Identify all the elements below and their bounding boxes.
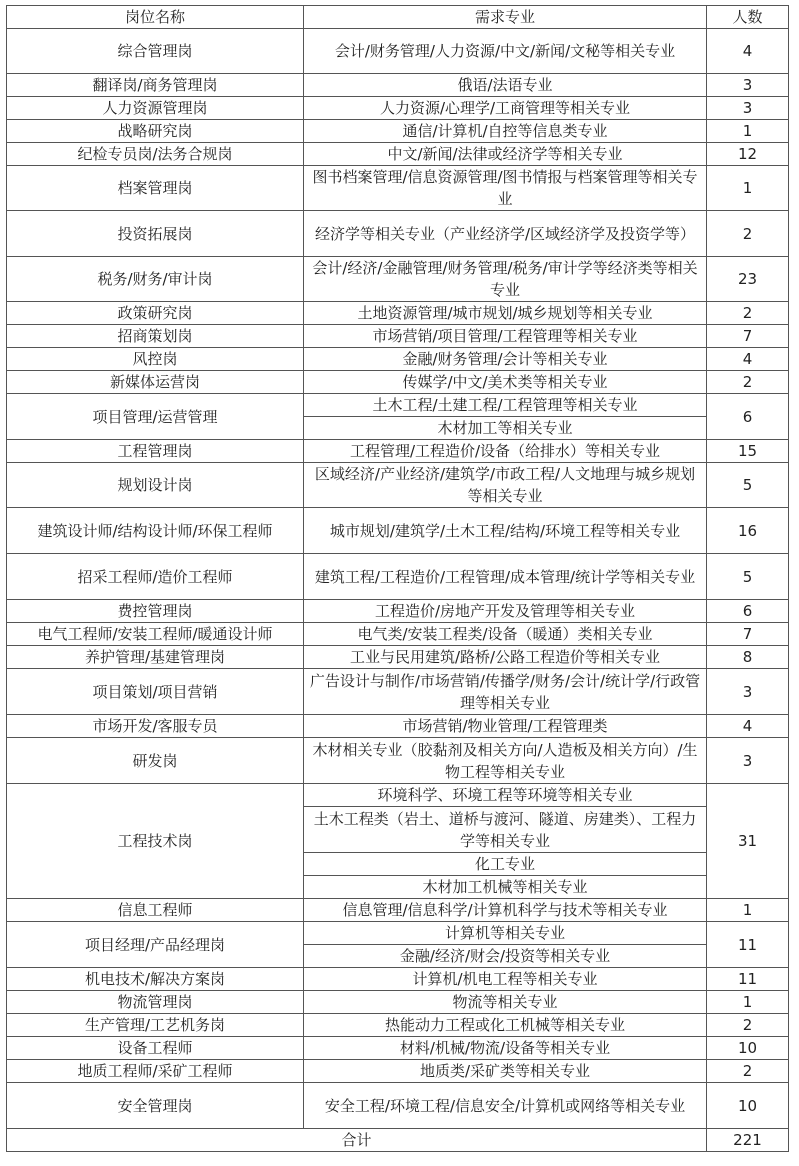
table-row	[7, 143, 789, 166]
count-cell: 1	[707, 991, 789, 1014]
table-row	[7, 669, 789, 715]
position-cell: 信息工程师	[7, 899, 304, 922]
position-cell: 项目经理/产品经理岗	[7, 922, 304, 968]
table-row	[7, 646, 789, 669]
position-cell: 招商策划岗	[7, 325, 304, 348]
table-row	[7, 600, 789, 623]
table-row	[7, 991, 789, 1014]
count-cell: 2	[707, 302, 789, 325]
major-cell: 物流等相关专业	[304, 991, 707, 1014]
position-cell: 市场开发/客服专员	[7, 715, 304, 738]
position-cell: 机电技术/解决方案岗	[7, 968, 304, 991]
major-cell: 工业与民用建筑/路桥/公路工程造价等相关专业	[304, 646, 707, 669]
position-cell: 招采工程师/造价工程师	[7, 554, 304, 600]
count-cell: 3	[707, 74, 789, 97]
major-cell: 城市规划/建筑学/土木工程/结构/环境工程等相关专业	[304, 508, 707, 554]
count-cell: 8	[707, 646, 789, 669]
count-cell: 12	[707, 143, 789, 166]
count-cell: 2	[707, 211, 789, 257]
position-cell: 生产管理/工艺机务岗	[7, 1014, 304, 1037]
position-cell: 税务/财务/审计岗	[7, 257, 304, 302]
position-cell: 设备工程师	[7, 1037, 304, 1060]
count-cell: 4	[707, 348, 789, 371]
count-cell: 4	[707, 715, 789, 738]
major-cell: 信息管理/信息科学/计算机科学与技术等相关专业	[304, 899, 707, 922]
table-row	[7, 899, 789, 922]
major-cell: 计算机等相关专业	[304, 922, 707, 945]
major-cell: 会计/财务管理/人力资源/中文/新闻/文秘等相关专业	[304, 29, 707, 74]
table-row	[7, 325, 789, 348]
total-count: 221	[707, 1129, 789, 1152]
table-row	[7, 508, 789, 554]
position-cell: 工程管理岗	[7, 440, 304, 463]
count-cell: 10	[707, 1037, 789, 1060]
major-cell: 俄语/法语专业	[304, 74, 707, 97]
table-row	[7, 623, 789, 646]
count-cell: 7	[707, 325, 789, 348]
major-cell: 金融/财务管理/会计等相关专业	[304, 348, 707, 371]
position-cell: 政策研究岗	[7, 302, 304, 325]
count-cell: 2	[707, 371, 789, 394]
major-cell: 材料/机械/物流/设备等相关专业	[304, 1037, 707, 1060]
table-row	[7, 738, 789, 784]
position-cell: 纪检专员岗/法务合规岗	[7, 143, 304, 166]
position-cell: 风控岗	[7, 348, 304, 371]
count-cell: 31	[707, 784, 789, 899]
table-row	[7, 463, 789, 508]
major-cell: 人力资源/心理学/工商管理等相关专业	[304, 97, 707, 120]
major-cell: 化工专业	[304, 853, 707, 876]
major-cell: 环境科学、环境工程等环境等相关专业	[304, 784, 707, 807]
major-cell: 会计/经济/金融管理/财务管理/税务/审计学等经济类等相关专业	[304, 257, 707, 302]
position-cell: 物流管理岗	[7, 991, 304, 1014]
count-cell: 3	[707, 669, 789, 715]
header-position: 岗位名称	[7, 6, 304, 29]
major-cell: 区域经济/产业经济/建筑学/市政工程/人文地理与城乡规划等相关专业	[304, 463, 707, 508]
major-cell: 土木工程类（岩土、道桥与渡河、隧道、房建类）、工程力学等相关专业	[304, 807, 707, 853]
count-cell: 1	[707, 899, 789, 922]
table-row	[7, 1037, 789, 1060]
position-cell: 建筑设计师/结构设计师/环保工程师	[7, 508, 304, 554]
header-major: 需求专业	[304, 6, 707, 29]
table-row	[7, 784, 789, 807]
table-row	[7, 166, 789, 211]
major-cell: 图书档案管理/信息资源管理/图书情报与档案管理等相关专业	[304, 166, 707, 211]
total-row	[7, 1129, 789, 1152]
header-row	[7, 6, 789, 29]
major-cell: 建筑工程/工程造价/工程管理/成本管理/统计学等相关专业	[304, 554, 707, 600]
major-cell: 木材相关专业（胶黏剂及相关方向/人造板及相关方向）/生物工程等相关专业	[304, 738, 707, 784]
table-row	[7, 968, 789, 991]
table-row	[7, 120, 789, 143]
position-cell: 项目管理/运营管理	[7, 394, 304, 440]
table-body	[7, 6, 789, 1152]
table-row	[7, 211, 789, 257]
recruitment-table	[6, 5, 789, 1152]
count-cell: 2	[707, 1060, 789, 1083]
major-cell: 木材加工机械等相关专业	[304, 876, 707, 899]
count-cell: 16	[707, 508, 789, 554]
major-cell: 中文/新闻/法律或经济学等相关专业	[304, 143, 707, 166]
count-cell: 10	[707, 1083, 789, 1129]
major-cell: 工程管理/工程造价/设备（给排水）等相关专业	[304, 440, 707, 463]
position-cell: 项目策划/项目营销	[7, 669, 304, 715]
major-cell: 广告设计与制作/市场营销/传播学/财务/会计/统计学/行政管理等相关专业	[304, 669, 707, 715]
position-cell: 规划设计岗	[7, 463, 304, 508]
major-cell: 计算机/机电工程等相关专业	[304, 968, 707, 991]
position-cell: 电气工程师/安装工程师/暖通设计师	[7, 623, 304, 646]
count-cell: 5	[707, 554, 789, 600]
count-cell: 1	[707, 166, 789, 211]
position-cell: 综合管理岗	[7, 29, 304, 74]
position-cell: 工程技术岗	[7, 784, 304, 899]
table-row	[7, 715, 789, 738]
count-cell: 1	[707, 120, 789, 143]
position-cell: 养护管理/基建管理岗	[7, 646, 304, 669]
major-cell: 经济学等相关专业（产业经济学/区域经济学及投资学等）	[304, 211, 707, 257]
count-cell: 6	[707, 600, 789, 623]
position-cell: 费控管理岗	[7, 600, 304, 623]
count-cell: 15	[707, 440, 789, 463]
major-cell: 地质类/采矿类等相关专业	[304, 1060, 707, 1083]
major-cell: 市场营销/项目管理/工程管理等相关专业	[304, 325, 707, 348]
table-row	[7, 922, 789, 945]
count-cell: 3	[707, 738, 789, 784]
table-row	[7, 554, 789, 600]
table-row	[7, 74, 789, 97]
major-cell: 热能动力工程或化工机械等相关专业	[304, 1014, 707, 1037]
count-cell: 11	[707, 968, 789, 991]
table-row	[7, 440, 789, 463]
position-cell: 战略研究岗	[7, 120, 304, 143]
position-cell: 翻译岗/商务管理岗	[7, 74, 304, 97]
position-cell: 投资拓展岗	[7, 211, 304, 257]
count-cell: 23	[707, 257, 789, 302]
major-cell: 市场营销/物业管理/工程管理类	[304, 715, 707, 738]
count-cell: 6	[707, 394, 789, 440]
major-cell: 通信/计算机/自控等信息类专业	[304, 120, 707, 143]
table-row	[7, 1060, 789, 1083]
major-cell: 电气类/安装工程类/设备（暖通）类相关专业	[304, 623, 707, 646]
position-cell: 人力资源管理岗	[7, 97, 304, 120]
major-cell: 传媒学/中文/美术类等相关专业	[304, 371, 707, 394]
table-row	[7, 348, 789, 371]
position-cell: 档案管理岗	[7, 166, 304, 211]
table-row	[7, 1083, 789, 1129]
table-row	[7, 1014, 789, 1037]
table-row	[7, 394, 789, 417]
major-cell: 安全工程/环境工程/信息安全/计算机或网络等相关专业	[304, 1083, 707, 1129]
table-row	[7, 29, 789, 74]
table-row	[7, 97, 789, 120]
major-cell: 木材加工等相关专业	[304, 417, 707, 440]
position-cell: 新媒体运营岗	[7, 371, 304, 394]
major-cell: 土地资源管理/城市规划/城乡规划等相关专业	[304, 302, 707, 325]
position-cell: 安全管理岗	[7, 1083, 304, 1129]
count-cell: 11	[707, 922, 789, 968]
major-cell: 金融/经济/财会/投资等相关专业	[304, 945, 707, 968]
count-cell: 3	[707, 97, 789, 120]
header-count: 人数	[707, 6, 789, 29]
position-cell: 研发岗	[7, 738, 304, 784]
table-row	[7, 302, 789, 325]
total-label: 合计	[7, 1129, 707, 1152]
position-cell: 地质工程师/采矿工程师	[7, 1060, 304, 1083]
major-cell: 土木工程/土建工程/工程管理等相关专业	[304, 394, 707, 417]
count-cell: 4	[707, 29, 789, 74]
count-cell: 2	[707, 1014, 789, 1037]
count-cell: 7	[707, 623, 789, 646]
table-row	[7, 371, 789, 394]
table-row	[7, 257, 789, 302]
major-cell: 工程造价/房地产开发及管理等相关专业	[304, 600, 707, 623]
count-cell: 5	[707, 463, 789, 508]
